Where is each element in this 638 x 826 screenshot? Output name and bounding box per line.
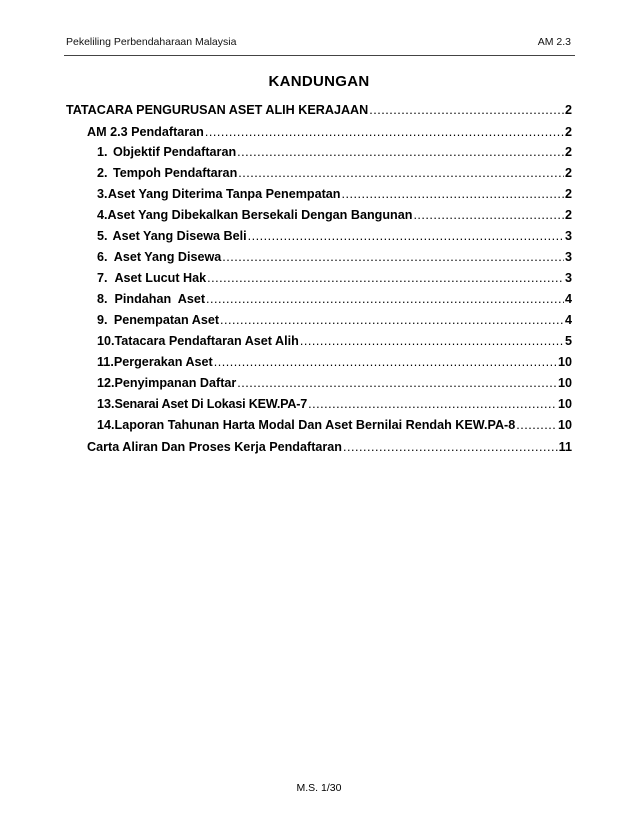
toc-entry-label: Pindahan Aset (114, 292, 206, 306)
toc-entry-main-heading[interactable] (0, 103, 638, 123)
toc-entry-number: 6. (97, 250, 108, 264)
toc-entry-page: 4 (564, 313, 572, 327)
header-document-name: Pekeliling Perbendaharaan Malaysia (66, 36, 237, 48)
toc-entry-label: Senarai Aset Di Lokasi KEW.PA-7 (114, 397, 308, 411)
toc-entry-number: 1. (97, 145, 108, 159)
toc-entry-page: 5 (564, 334, 572, 348)
toc-entry-item[interactable] (0, 187, 638, 207)
toc-dot-leader (222, 250, 564, 264)
toc-entry-item[interactable] (0, 145, 638, 165)
toc-entry-number: 13. (97, 397, 115, 411)
toc-entry-item[interactable] (0, 376, 638, 396)
toc-entry-page: 3 (564, 271, 572, 285)
toc-dot-leader (300, 334, 564, 348)
toc-entry-item[interactable] (0, 250, 638, 270)
toc-dot-leader (308, 397, 557, 411)
toc-dot-leader (413, 208, 564, 222)
page-title: KANDUNGAN (268, 73, 370, 90)
toc-dot-leader (237, 376, 557, 390)
toc-entry-section[interactable] (0, 125, 638, 145)
toc-entry-number: 5. (97, 229, 108, 243)
toc-entry-label: Penempatan Aset (113, 313, 220, 327)
toc-entry-item[interactable] (0, 166, 638, 186)
toc-entry-number: 7. (97, 271, 108, 285)
toc-entry-label: Aset Yang Disewa (113, 250, 222, 264)
toc-entry-number: 9. (97, 313, 108, 327)
toc-dot-leader (248, 229, 564, 243)
toc-entry-number: 10. (97, 334, 115, 348)
toc-entry-item[interactable] (0, 292, 638, 312)
toc-entry-label: Carta Aliran Dan Proses Kerja Pendaftaran (87, 440, 342, 454)
toc-dot-leader (238, 166, 564, 180)
toc-entry-label: TATACARA PENGURUSAN ASET ALIH KERAJAAN (66, 103, 369, 117)
toc-entry-number: 2. (97, 166, 108, 180)
toc-entry-number: 3. (97, 187, 108, 201)
toc-entry-number: 11. (97, 355, 114, 369)
toc-dot-leader (206, 292, 564, 306)
toc-entry-page: 2 (564, 145, 572, 159)
toc-dot-leader (516, 418, 557, 432)
toc-entry-number: 8. (97, 292, 108, 306)
toc-entry-label: Tempoh Pendaftaran (112, 166, 238, 180)
toc-entry-item[interactable] (0, 355, 638, 375)
toc-entry-page: 2 (564, 187, 572, 201)
toc-dot-leader (214, 355, 557, 369)
toc-entry-label: Tatacara Pendaftaran Aset Alih (114, 334, 299, 348)
toc-entry-page: 3 (564, 250, 572, 264)
toc-entry-item[interactable] (0, 397, 638, 417)
toc-entry-label: Objektif Pendaftaran (112, 145, 237, 159)
toc-dot-leader (341, 187, 564, 201)
toc-entry-page: 2 (564, 125, 572, 139)
toc-entry-label: Pergerakan Aset (113, 355, 213, 369)
toc-entry-label: Laporan Tahunan Harta Modal Dan Aset Bernilai Rendah KEW.PA-8 (114, 418, 516, 432)
toc-entry-label: Penyimpanan Daftar (114, 376, 237, 390)
toc-entry-item[interactable] (0, 313, 638, 333)
toc-entry-page: 2 (564, 166, 572, 180)
toc-entry-page: 11 (558, 440, 572, 454)
toc-entry-label: Aset Yang Disewa Beli (112, 229, 247, 243)
toc-dot-leader (343, 440, 558, 454)
header-section-code: AM 2.3 (537, 36, 571, 48)
toc-entry-item[interactable] (0, 271, 638, 291)
toc-entry-page: 10 (557, 376, 572, 390)
toc-entry-item[interactable] (0, 418, 638, 438)
toc-dot-leader (237, 145, 564, 159)
toc-entry-page: 3 (564, 229, 572, 243)
toc-entry-appendix[interactable] (0, 440, 638, 460)
toc-entry-number: 4. (97, 208, 108, 222)
toc-entry-page: 4 (564, 292, 572, 306)
toc-entry-label: Aset Yang Diterima Tanpa Penempatan (107, 187, 341, 201)
toc-dot-leader (207, 271, 564, 285)
toc-entry-item[interactable] (0, 208, 638, 228)
toc-entry-label: Aset Lucut Hak (114, 271, 207, 285)
toc-dot-leader (205, 125, 564, 139)
header-divider (64, 55, 575, 56)
page-number: M.S. 1/30 (296, 782, 342, 794)
toc-entry-label: Aset Yang Dibekalkan Bersekali Dengan Bangunan (107, 208, 413, 222)
toc-entry-page: 10 (557, 355, 572, 369)
toc-entry-page: 10 (557, 397, 572, 411)
toc-dot-leader (220, 313, 564, 327)
toc-entry-number: 14. (97, 418, 115, 432)
toc-entry-page: 2 (564, 208, 572, 222)
toc-entry-item[interactable] (0, 334, 638, 354)
toc-dot-leader (369, 103, 564, 117)
toc-entry-label: AM 2.3 Pendaftaran (87, 125, 204, 139)
toc-entry-item[interactable] (0, 229, 638, 249)
toc-entry-page: 2 (564, 103, 572, 117)
toc-entry-number: 12. (97, 376, 115, 390)
toc-entry-page: 10 (557, 418, 572, 432)
